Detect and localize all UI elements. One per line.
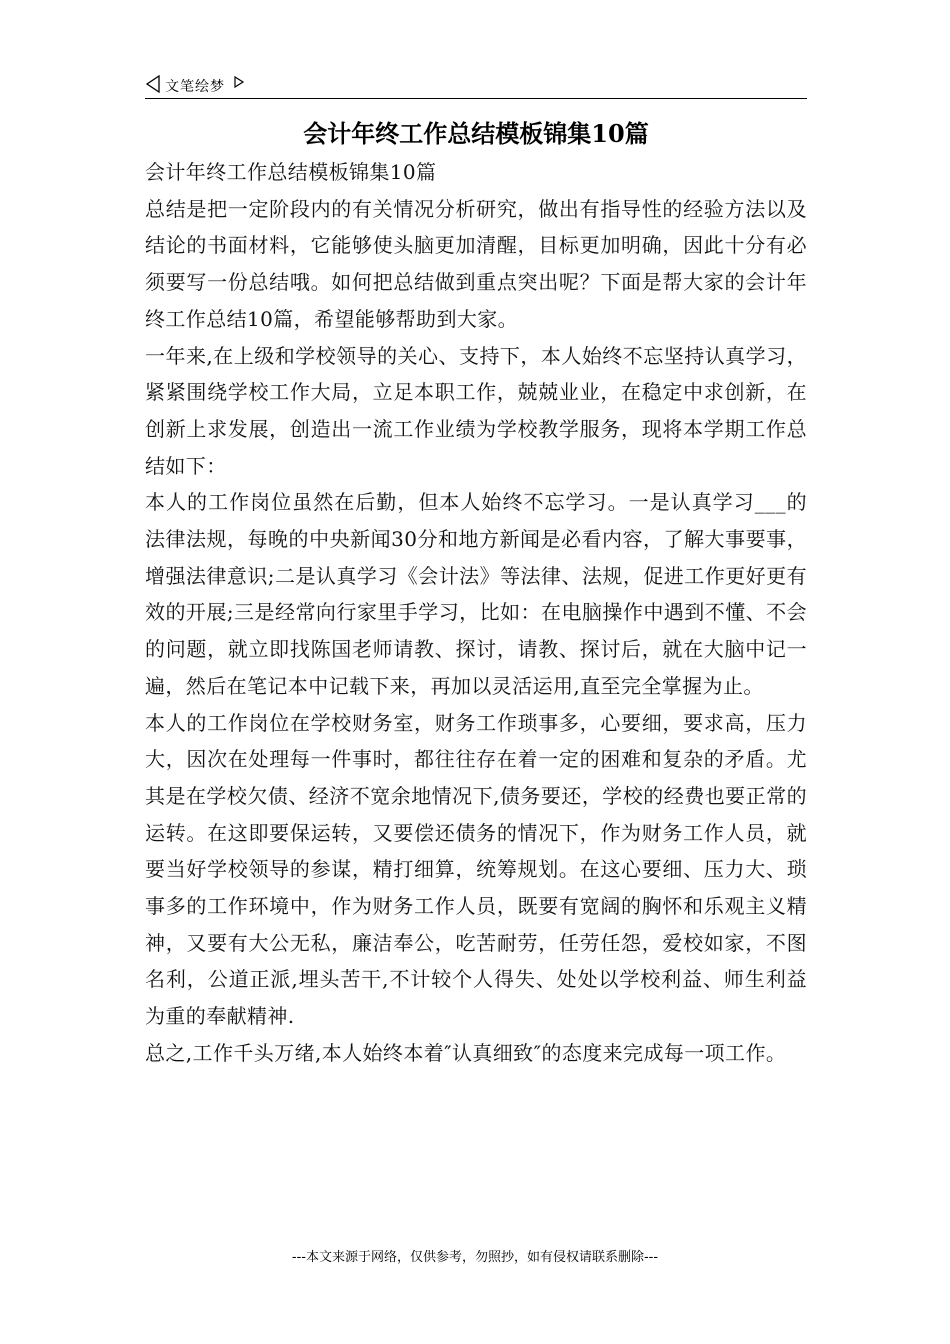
paragraph: 会计年终工作总结模板锦集10篇 — [145, 160, 437, 184]
footer-notice: ---本文来源于网络，仅供参考，勿照抄，如有侵权请联系删除--- — [291, 1250, 659, 1265]
page-header — [145, 74, 807, 99]
document-title: 会计年终工作总结模板锦集10篇 — [303, 119, 649, 148]
paragraph: 总之,工作千头万绪,本人始终本着″认真细致″的态度来完成每一项工作。 — [145, 1040, 787, 1065]
paragraph: 本人的工作岗位虽然在后勤，但本人始终不忘学习。一是认真学习___的法律法规，每晚的中央新闻30分和地方新闻是必看内容，了解大事要事，增强法律意识;二是认真学习《会计法》等法律、法规，促进工作更好更有效的开展;三是经常向行家里手学习，比如：在电脑操作中遇到不懂、不会的问题，就立即找陈国老师请教、探讨，请教、探讨后，就在大脑中记一遍，然后在笔记本中记载下来，再加以灵活运用,直至完全掌握为止。 — [145, 490, 807, 698]
header-brand: 文笔绘梦 — [165, 79, 225, 95]
paragraph: 一年来,在上级和学校领导的关心、支持下，本人始终不忘坚持认真学习，紧紧围绕学校工作大局，立足本职工作，兢兢业业，在稳定中求创新，在创新上求发展，创造出一流工作业绩为学校教学服务，现将本学期工作总结如下： — [145, 343, 807, 478]
triangle-left-icon — [145, 75, 161, 93]
paragraph: 本人的工作岗位在学校财务室，财务工作琐事多，心要细，要求高，压力大，因次在处理每一件事时，都往往存在着一定的困难和复杂的矛盾。尤其是在学校欠债、经济不宽余地情况下,债务要还，学校的经费也要正常的运转。在这即要保运转，又要偿还债务的情况下，作为财务工作人员，就要当好学校领导的参谋，精打细算，统筹规划。在这心要细、压力大、琐事多的工作环境中，作为财务工作人员，既要有宽阔的胸怀和乐观主义精神，又要有大公无私，廉洁奉公，吃苦耐劳，任劳任怨，爱校如家，不图名利，公道正派,埋头苦干,不计较个人得失、处处以学校利益、师生利益为重的奉献精神. — [145, 710, 807, 1029]
triangle-right-icon — [233, 75, 245, 89]
document-body — [145, 154, 807, 1072]
paragraph: 总结是把一定阶段内的有关情况分析研究，做出有指导性的经验方法以及结论的书面材料，它能够使头脑更加清醒，目标更加明确，因此十分有必须要写一份总结哦。如何把总结做到重点突出呢？下面是帮大家的会计年终工作总结10篇，希望能够帮助到大家。 — [145, 196, 807, 331]
